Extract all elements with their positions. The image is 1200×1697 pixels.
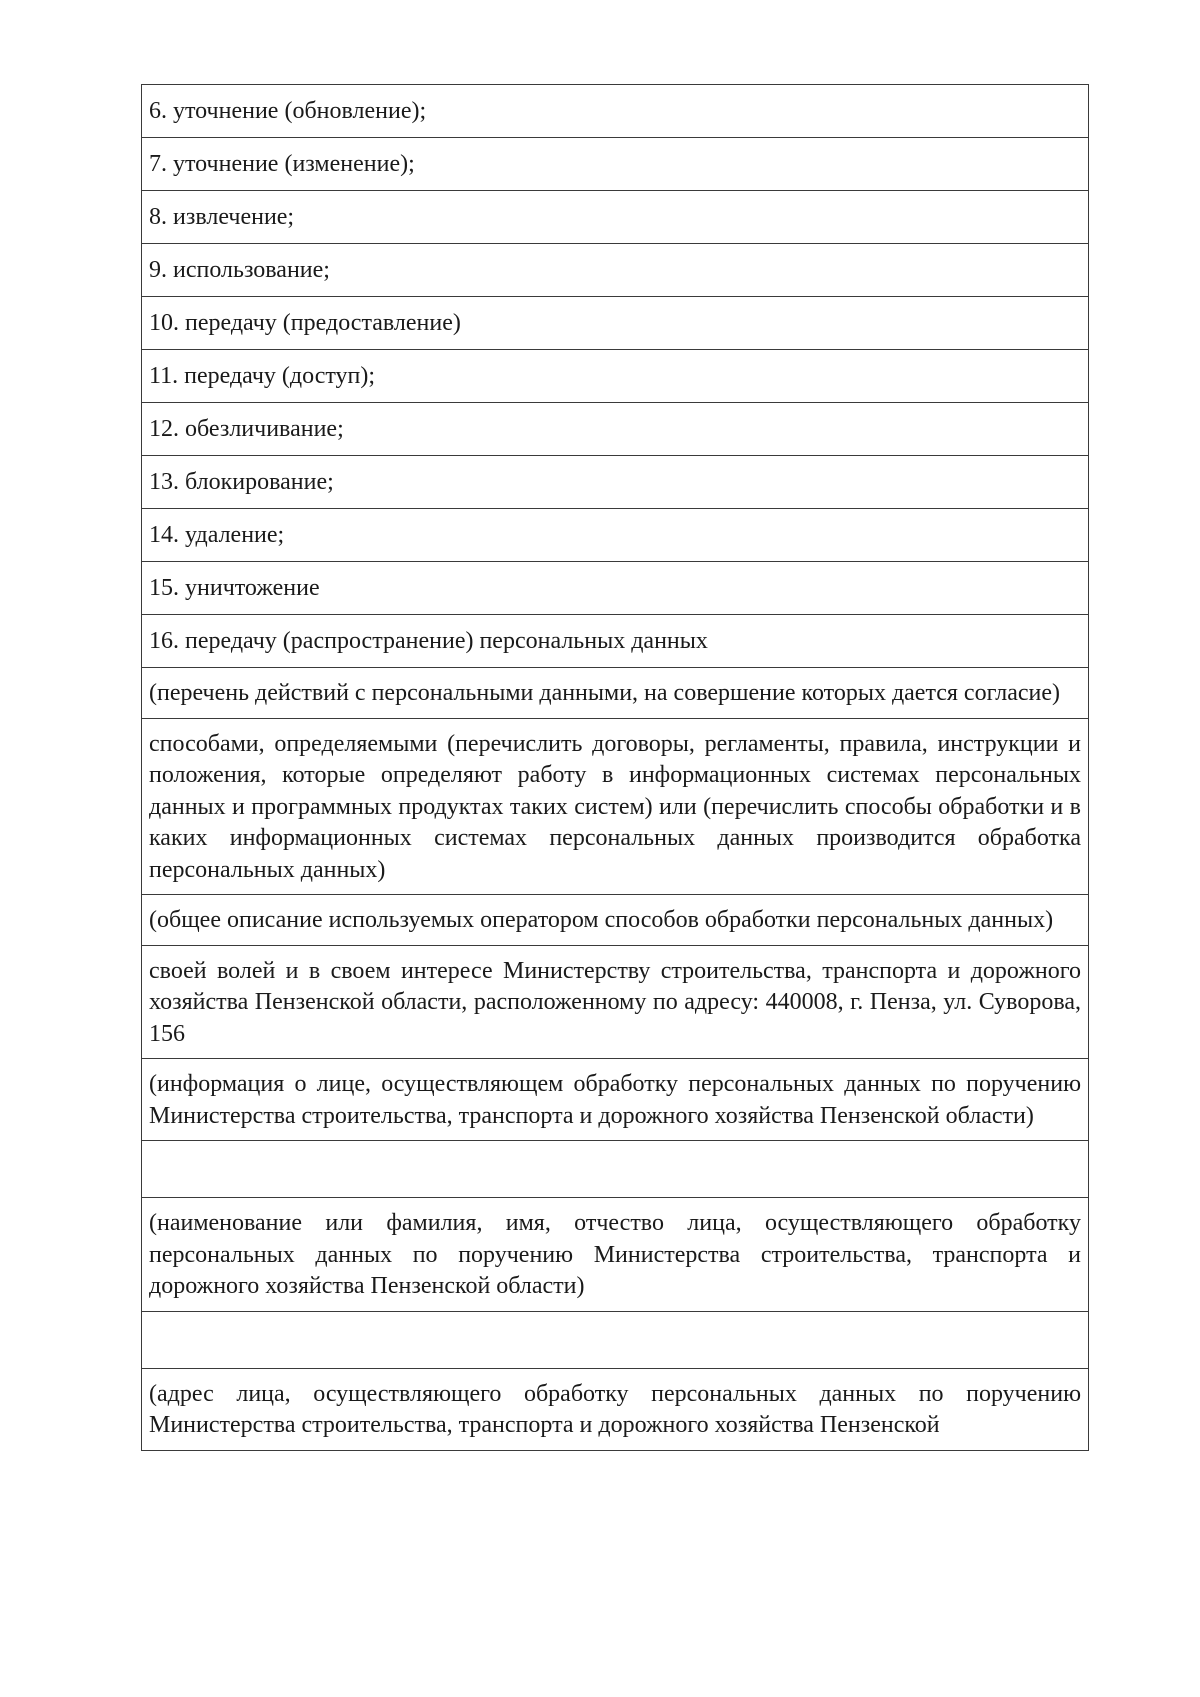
table-cell: 12. обезличивание; [142, 403, 1089, 456]
table-cell: своей волей и в своем интересе Министерству строительства, транспорта и дорожного хозяйства Пензенской области, расположенному по адресу: 440008, г. Пенза, ул. Суворова, 156 [142, 945, 1089, 1059]
table-cell: (перечень действий с персональными данными, на совершение которых дается согласие) [142, 668, 1089, 719]
table-row [142, 615, 1089, 668]
table-cell: 8. извлечение; [142, 191, 1089, 244]
table-row [142, 297, 1089, 350]
table-row [142, 244, 1089, 297]
blank-cell [142, 1141, 1089, 1198]
table-row-blank [142, 1311, 1089, 1368]
table-cell: 16. передачу (распространение) персональных данных [142, 615, 1089, 668]
table-row [142, 1059, 1089, 1141]
table-cell: 11. передачу (доступ); [142, 350, 1089, 403]
table-cell: 13. блокирование; [142, 456, 1089, 509]
table-cell: способами, определяемыми (перечислить договоры, регламенты, правила, инструкции и положения, которые определяют работу в информационных системах персональных данных и программных продуктах таких систем) или (перечислить способы обработки и в каких информационных системах персональных данных производится обработка персональных данных) [142, 718, 1089, 895]
table-row [142, 1198, 1089, 1312]
table-row [142, 85, 1089, 138]
table-cell: (наименование или фамилия, имя, отчество лица, осуществляющего обработку персональных данных по поручению Министерства строительства, транспорта и дорожного хозяйства Пензенской области) [142, 1198, 1089, 1312]
table-row [142, 668, 1089, 719]
table-row [142, 509, 1089, 562]
table-row [142, 562, 1089, 615]
table-cell: 9. использование; [142, 244, 1089, 297]
table-row [142, 350, 1089, 403]
table-cell: 10. передачу (предоставление) [142, 297, 1089, 350]
table-row [142, 191, 1089, 244]
table-row [142, 403, 1089, 456]
table-row [142, 718, 1089, 895]
table-row [142, 138, 1089, 191]
table-cell: 7. уточнение (изменение); [142, 138, 1089, 191]
table-cell: 14. удаление; [142, 509, 1089, 562]
table-cell: (общее описание используемых оператором способов обработки персональных данных) [142, 895, 1089, 946]
table-row [142, 456, 1089, 509]
table-cell: 6. уточнение (обновление); [142, 85, 1089, 138]
table-row-blank [142, 1141, 1089, 1198]
table-cell: (адрес лица, осуществляющего обработку персональных данных по поручению Министерства строительства, транспорта и дорожного хозяйства Пензенской [142, 1368, 1089, 1450]
table-row [142, 1368, 1089, 1450]
blank-cell [142, 1311, 1089, 1368]
table-cell: (информация о лице, осуществляющем обработку персональных данных по поручению Министерства строительства, транспорта и дорожного хозяйства Пензенской области) [142, 1059, 1089, 1141]
table-cell: 15. уничтожение [142, 562, 1089, 615]
consent-form-table [141, 84, 1089, 1451]
table-row [142, 895, 1089, 946]
table-row [142, 945, 1089, 1059]
